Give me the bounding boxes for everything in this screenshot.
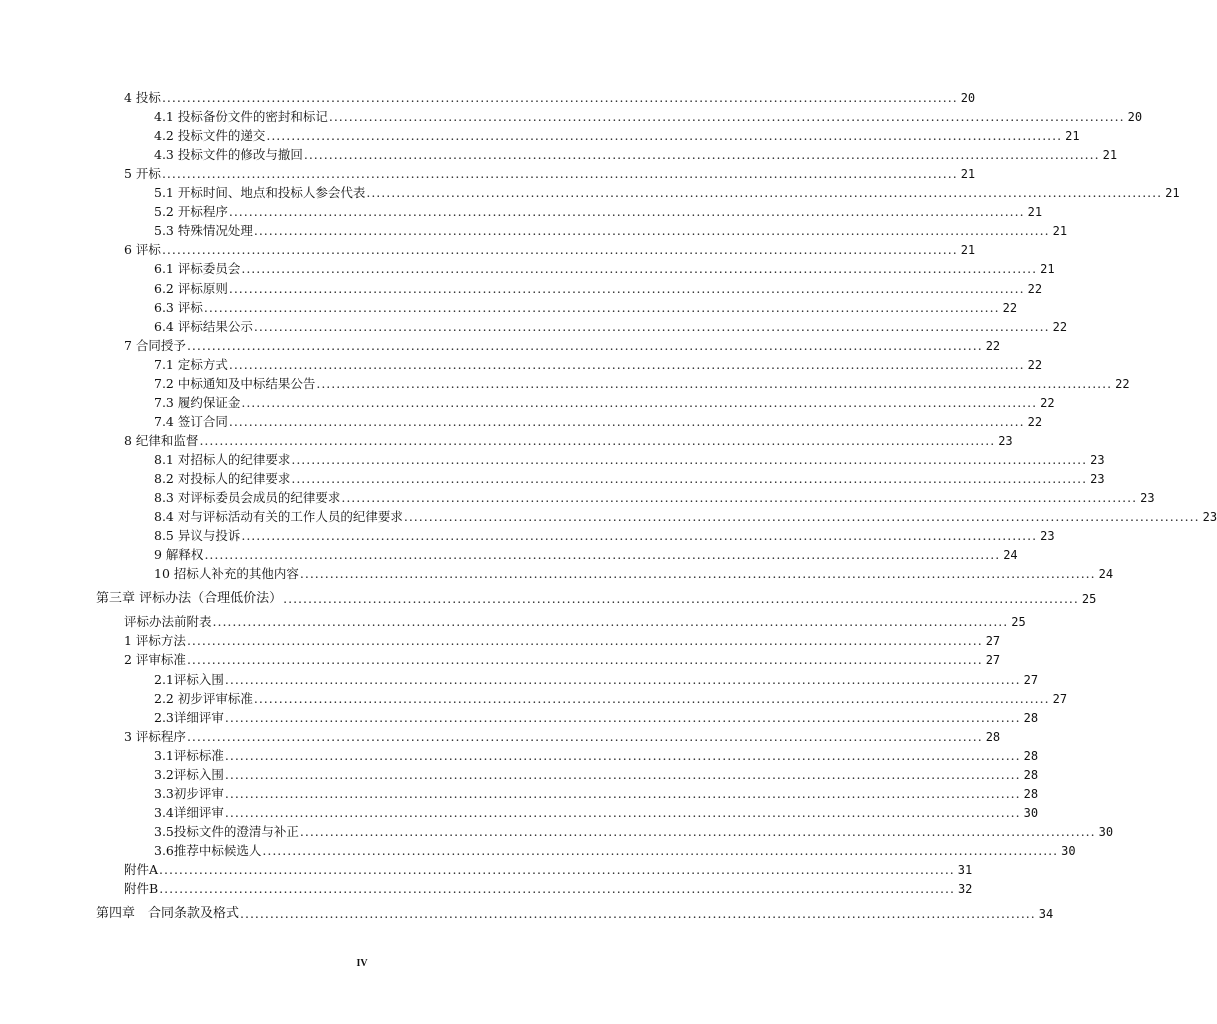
toc-dot-leader: ................................................................................................................................................................ — [266, 128, 1063, 144]
toc-entry-page: 21 — [960, 243, 976, 258]
toc-entry-title: 7.4 签订合同 — [154, 413, 228, 429]
toc-entry-title: 6.2 评标原则 — [154, 280, 228, 296]
toc-dot-leader: ................................................................................................................................................................ — [199, 432, 996, 448]
toc-entry[interactable] — [124, 88, 976, 106]
toc-entry[interactable] — [124, 631, 1001, 649]
toc-entry[interactable] — [154, 469, 1105, 487]
toc-entry-title: 1 评标方法 — [124, 633, 186, 649]
toc-entry[interactable] — [154, 507, 1217, 525]
toc-entry-page: 20 — [960, 91, 976, 105]
toc-entry-page: 34 — [1038, 907, 1054, 922]
toc-entry-page: 30 — [1061, 843, 1076, 858]
toc-entry[interactable] — [154, 689, 1068, 707]
toc-entry[interactable] — [154, 107, 1143, 125]
toc-entry[interactable] — [154, 126, 1080, 144]
toc-entry-page: 30 — [1023, 805, 1039, 820]
toc-dot-leader: ................................................................................................................................................................ — [228, 413, 1025, 429]
toc-entry-page: 22 — [985, 338, 1001, 353]
toc-dot-leader: ................................................................................................................................................................ — [186, 633, 983, 649]
toc-entry-page: 22 — [1002, 300, 1018, 315]
toc-entry[interactable] — [124, 612, 1026, 630]
toc-entry-title: 5.2 开标程序 — [154, 204, 228, 220]
toc-dot-leader: ................................................................................................................................................................ — [299, 566, 1096, 582]
toc-entry-title: 8.3 对评标委员会成员的纪律要求 — [154, 490, 341, 506]
toc-entry-page: 31 — [957, 863, 973, 877]
toc-dot-leader: ................................................................................................................................................................ — [253, 318, 1050, 334]
toc-entry-title: 7 合同授予 — [124, 337, 186, 353]
toc-entry-page: 22 — [1052, 319, 1068, 334]
toc-entry-title: 评标办法前附表 — [124, 614, 212, 630]
toc-dot-leader: ................................................................................................................................................................ — [253, 223, 1050, 239]
toc-entry-page: 22 — [1027, 414, 1043, 429]
toc-entry[interactable] — [154, 450, 1105, 468]
toc-dot-leader: ................................................................................................................................................................ — [161, 90, 958, 105]
page-number: IV — [356, 958, 368, 969]
toc-entry-page: 21 — [1027, 205, 1043, 220]
toc-dot-leader: ................................................................................................................................................................ — [366, 185, 1163, 201]
toc-dot-leader: ................................................................................................................................................................ — [283, 591, 1079, 607]
toc-entry[interactable] — [154, 279, 1043, 297]
toc-dot-leader: ................................................................................................................................................................ — [291, 451, 1088, 467]
toc-entry[interactable] — [154, 670, 1039, 688]
toc-entry-page: 32 — [957, 882, 973, 897]
toc-entry[interactable] — [124, 879, 973, 897]
toc-entry[interactable] — [154, 784, 1039, 802]
toc-dot-leader: ................................................................................................................................................................ — [241, 261, 1038, 277]
toc-entry-title: 7.1 定标方式 — [154, 356, 228, 372]
toc-entry-title: 7.2 中标通知及中标结果公告 — [154, 375, 316, 391]
toc-entry-page: 27 — [1023, 672, 1039, 687]
toc-entry-page: 23 — [1202, 510, 1217, 525]
toc-entry-title: 6.1 评标委员会 — [154, 261, 241, 277]
toc-dot-leader: ................................................................................................................................................................ — [303, 147, 1100, 163]
toc-entry-page: 23 — [1140, 491, 1155, 506]
toc-dot-leader: ................................................................................................................................................................ — [212, 614, 1009, 630]
toc-entry-title: 3.4详细评审 — [154, 804, 224, 820]
toc-entry-title: 4.1 投标备份文件的密封和标记 — [154, 109, 328, 125]
toc-dot-leader: ................................................................................................................................................................ — [224, 709, 1021, 725]
toc-dot-leader: ................................................................................................................................................................ — [224, 747, 1021, 763]
toc-entry-page: 25 — [1011, 615, 1026, 630]
toc-entry[interactable] — [154, 803, 1039, 821]
toc-entry-title: 10 招标人补充的其他内容 — [154, 566, 299, 582]
toc-entry[interactable] — [154, 259, 1055, 277]
toc-entry-page: 27 — [1052, 691, 1068, 706]
toc-entry[interactable] — [154, 393, 1055, 411]
toc-dot-leader: ................................................................................................................................................................ — [224, 785, 1021, 801]
toc-entry[interactable] — [124, 336, 1001, 354]
toc-entry-page: 22 — [1040, 395, 1055, 410]
toc-entry-title: 5.1 开标时间、地点和投标人参会代表 — [154, 185, 366, 201]
toc-dot-leader: ................................................................................................................................................................ — [228, 356, 1025, 372]
toc-entry[interactable] — [154, 841, 1076, 859]
toc-entry[interactable] — [154, 374, 1130, 392]
toc-entry-page: 28 — [1023, 710, 1039, 725]
toc-dot-leader: ................................................................................................................................................................ — [262, 842, 1059, 858]
toc-entry-page: 23 — [1090, 472, 1105, 486]
toc-entry-page: 23 — [998, 433, 1013, 448]
toc-entry[interactable] — [154, 145, 1118, 163]
toc-entry-title: 4.3 投标文件的修改与撤回 — [154, 147, 303, 163]
toc-entry[interactable] — [154, 355, 1043, 373]
toc-entry-title: 2.1评标入围 — [154, 671, 224, 687]
toc-dot-leader: ................................................................................................................................................................ — [161, 166, 958, 182]
toc-entry-page: 21 — [1040, 262, 1055, 277]
toc-entry-title: 8.2 对投标人的纪律要求 — [154, 471, 291, 486]
toc-entry-page: 21 — [1065, 129, 1080, 144]
toc-entry[interactable] — [154, 202, 1043, 220]
toc-entry-page: 28 — [1023, 786, 1039, 801]
toc-entry-page: 28 — [1023, 748, 1039, 763]
toc-dot-leader: ................................................................................................................................................................ — [403, 509, 1200, 525]
toc-entry-page: 21 — [1102, 148, 1118, 163]
toc-entry-title: 附件A — [124, 862, 159, 877]
toc-entry[interactable] — [154, 317, 1068, 335]
toc-entry-title: 8 纪律和监督 — [124, 432, 199, 448]
toc-entry-page: 24 — [1098, 567, 1114, 582]
toc-dot-leader: ................................................................................................................................................................ — [299, 823, 1096, 839]
toc-dot-leader: ................................................................................................................................................................ — [228, 280, 1025, 296]
toc-entry[interactable] — [154, 765, 1039, 783]
toc-entry-title: 第三章 评标办法（合理低价法） — [96, 591, 283, 607]
toc-entry-title: 2.2 初步评审标准 — [154, 690, 253, 706]
toc-entry-page: 27 — [985, 634, 1001, 649]
toc-entry-title: 8.5 异议与投诉 — [154, 528, 241, 544]
toc-entry-title: 3.3初步评审 — [154, 785, 224, 801]
toc-entry-page: 28 — [985, 729, 1001, 744]
toc-entry-title: 9 解释权 — [154, 547, 204, 563]
toc-entry[interactable] — [154, 221, 1068, 239]
toc-entry-page: 21 — [1052, 224, 1068, 239]
toc-entry-page: 28 — [1023, 767, 1039, 782]
toc-dot-leader: ................................................................................................................................................................ — [159, 862, 955, 877]
toc-dot-leader: ................................................................................................................................................................ — [241, 528, 1038, 544]
toc-dot-leader: ................................................................................................................................................................ — [253, 690, 1050, 706]
toc-dot-leader: ................................................................................................................................................................ — [228, 204, 1025, 220]
toc-entry[interactable] — [154, 708, 1039, 726]
toc-entry-title: 7.3 履约保证金 — [154, 394, 241, 410]
toc-dot-leader: ................................................................................................................................................................ — [224, 804, 1021, 820]
toc-dot-leader: ................................................................................................................................................................ — [291, 471, 1088, 486]
toc-entry[interactable] — [154, 488, 1155, 506]
toc-entry[interactable] — [96, 589, 1097, 607]
toc-entry-title: 5 开标 — [124, 166, 161, 182]
toc-entry-page: 22 — [1115, 376, 1130, 391]
toc-entry-title: 6.4 评标结果公示 — [154, 318, 253, 334]
toc-dot-leader: ................................................................................................................................................................ — [186, 337, 983, 353]
toc-entry[interactable] — [124, 727, 1001, 745]
toc-dot-leader: ................................................................................................................................................................ — [328, 109, 1125, 125]
toc-dot-leader: ................................................................................................................................................................ — [159, 881, 955, 897]
toc-dot-leader: ................................................................................................................................................................ — [241, 394, 1038, 410]
toc-entry-page: 22 — [1027, 357, 1043, 372]
toc-entry[interactable] — [154, 822, 1114, 840]
toc-entry[interactable] — [124, 240, 976, 258]
toc-dot-leader: ................................................................................................................................................................ — [186, 652, 983, 668]
toc-entry[interactable] — [96, 904, 1054, 922]
toc-entry-page: 27 — [985, 653, 1001, 668]
toc-entry-page: 23 — [1090, 452, 1105, 467]
toc-entry-page: 25 — [1081, 592, 1097, 607]
toc-dot-leader: ................................................................................................................................................................ — [224, 766, 1021, 782]
toc-entry[interactable] — [154, 183, 1180, 201]
toc-entry-page: 20 — [1127, 110, 1143, 125]
toc-entry[interactable] — [124, 650, 1001, 668]
toc-entry-title: 3 评标程序 — [124, 728, 186, 744]
toc-entry[interactable] — [154, 545, 1018, 563]
toc-entry[interactable] — [124, 860, 973, 878]
toc-entry-title: 3.5投标文件的澄清与补正 — [154, 823, 299, 839]
toc-entry-page: 21 — [960, 167, 976, 182]
toc-entry-page: 22 — [1027, 281, 1043, 296]
toc-dot-leader: ................................................................................................................................................................ — [341, 490, 1138, 506]
toc-dot-leader: ................................................................................................................................................................ — [224, 671, 1021, 687]
toc-entry[interactable] — [154, 746, 1039, 764]
toc-entry-title: 6 评标 — [124, 242, 161, 258]
toc-entry-title: 4 投标 — [124, 90, 161, 105]
toc-entry[interactable] — [154, 298, 1018, 316]
toc-entry-title: 6.3 评标 — [154, 299, 203, 315]
toc-entry-title: 8.1 对招标人的纪律要求 — [154, 451, 291, 467]
toc-entry-title: 2 评审标准 — [124, 652, 186, 668]
toc-entry-page: 21 — [1165, 186, 1180, 201]
toc-dot-leader: ................................................................................................................................................................ — [186, 728, 983, 744]
toc-dot-leader: ................................................................................................................................................................ — [316, 375, 1113, 391]
toc-entry-title: 3.2评标入围 — [154, 766, 224, 782]
toc-entry-page: 30 — [1098, 824, 1114, 839]
toc-entry[interactable] — [154, 412, 1043, 430]
toc-dot-leader: ................................................................................................................................................................ — [203, 299, 1000, 315]
toc-entry-title: 3.6推荐中标候选人 — [154, 842, 262, 858]
toc-entry[interactable] — [154, 564, 1114, 582]
toc-entry-title: 4.2 投标文件的递交 — [154, 128, 266, 144]
toc-dot-leader: ................................................................................................................................................................ — [240, 906, 1036, 922]
toc-entry-title: 附件B — [124, 881, 159, 897]
toc-entry-title: 8.4 对与评标活动有关的工作人员的纪律要求 — [154, 509, 403, 525]
toc-entry-title: 2.3详细评审 — [154, 709, 224, 725]
toc-entry-title: 第四章 合同条款及格式 — [96, 906, 240, 922]
toc-entry[interactable] — [124, 164, 976, 182]
toc-entry-page: 24 — [1003, 548, 1018, 563]
toc-entry[interactable] — [154, 526, 1055, 544]
toc-dot-leader: ................................................................................................................................................................ — [204, 547, 1001, 563]
toc-entry-title: 3.1评标标准 — [154, 747, 224, 763]
toc-entry-title: 5.3 特殊情况处理 — [154, 223, 253, 239]
toc-entry-page: 23 — [1040, 529, 1055, 544]
toc-entry[interactable] — [124, 431, 1013, 449]
toc-dot-leader: ................................................................................................................................................................ — [161, 242, 958, 258]
